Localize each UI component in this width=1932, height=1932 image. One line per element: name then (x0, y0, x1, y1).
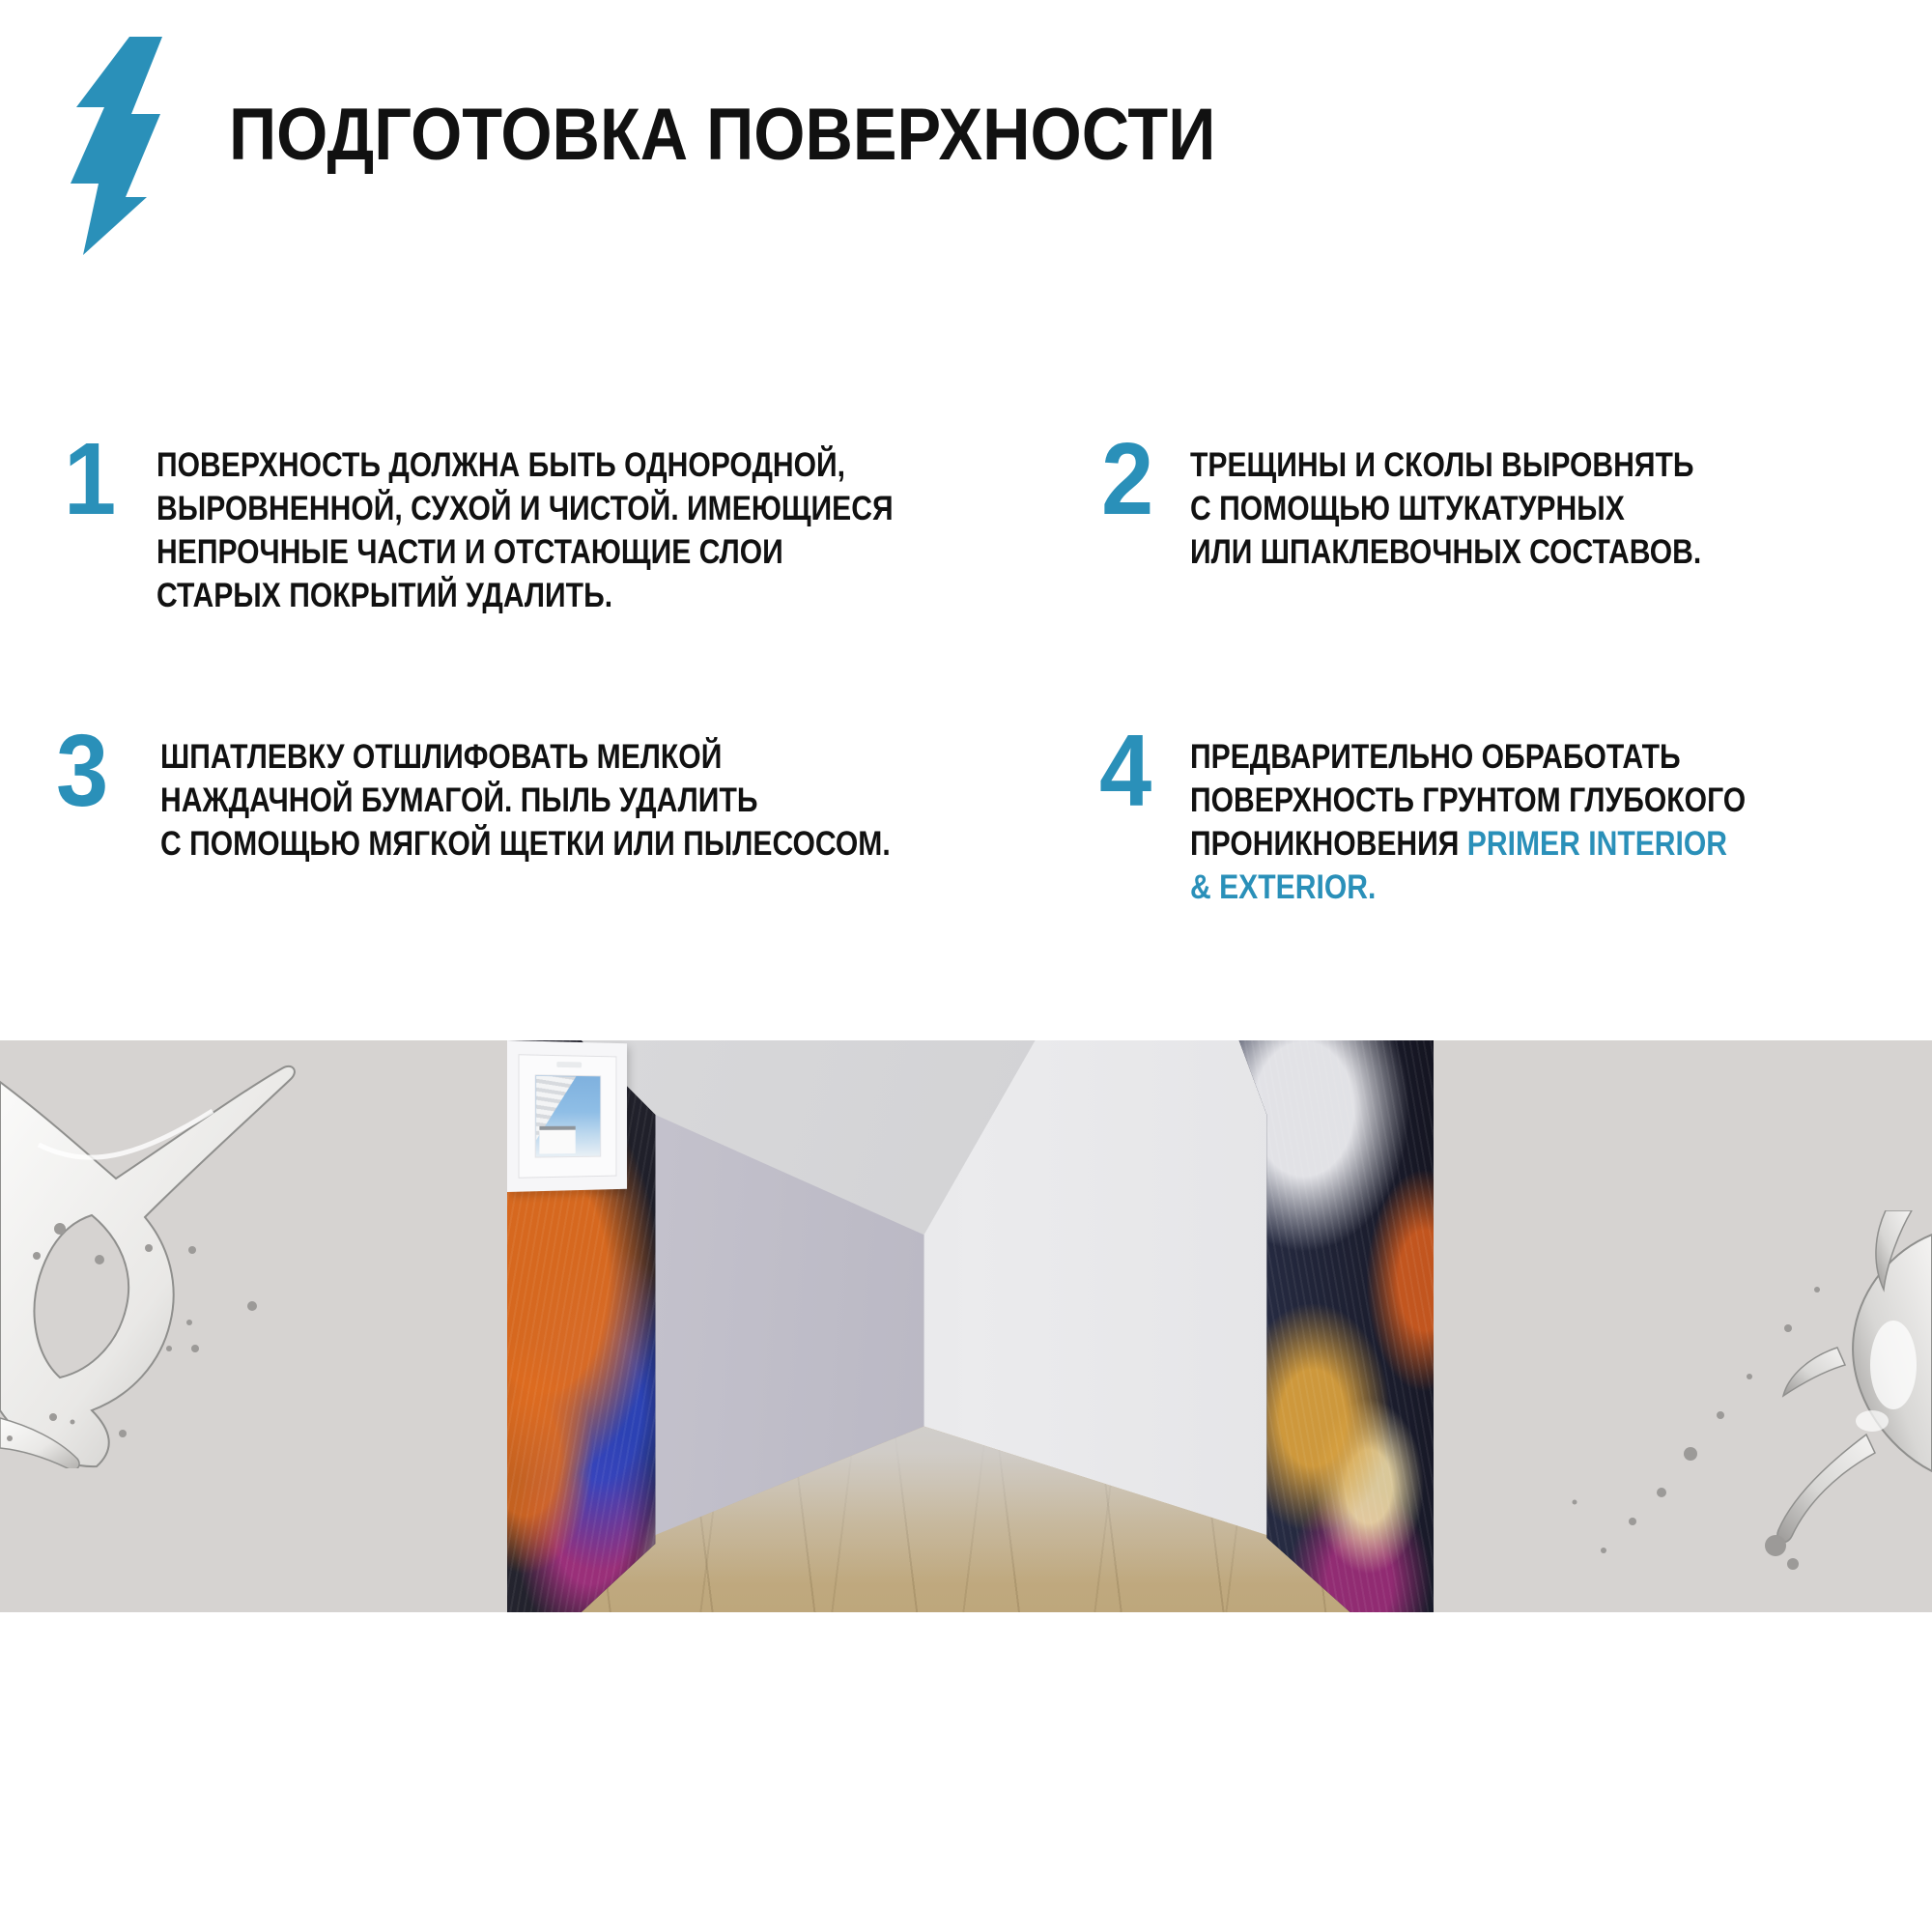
step-2-number: 2 (1101, 422, 1154, 536)
product-name-highlight: PRIMER INTERIOR (1466, 825, 1728, 863)
page-title: ПОДГОТОВКА ПОВЕРХНОСТИ (229, 94, 1216, 176)
step-1-line: ВЫРОВНЕННОЙ, СУХОЙ И ЧИСТОЙ. ИМЕЮЩИЕСЯ (156, 490, 894, 527)
window-house-view (539, 1126, 575, 1154)
step-1-line: ПОВЕРХНОСТЬ ДОЛЖНА БЫТЬ ОДНОРОДНОЙ, (156, 446, 846, 484)
step-2-text (1190, 443, 1701, 574)
step-4-line: ПОВЕРХНОСТЬ ГРУНТОМ ГЛУБОКОГО (1190, 781, 1747, 819)
step-4-text (1190, 735, 1746, 909)
room-interior-image (507, 1040, 1434, 1612)
window-handle (556, 1062, 582, 1066)
bottom-banner (0, 1040, 1932, 1612)
paint-splash-right-image (1546, 1210, 1932, 1612)
lightning-bolt-icon (56, 37, 197, 255)
step-1-line: СТАРЫХ ПОКРЫТИЙ УДАЛИТЬ. (156, 577, 613, 614)
window-glass (535, 1075, 601, 1157)
step-2-line: ТРЕЩИНЫ И СКОЛЫ ВЫРОВНЯТЬ (1190, 446, 1694, 484)
step-1-line: НЕПРОЧНЫЕ ЧАСТИ И ОТСТАЮЩИЕ СЛОИ (156, 533, 783, 571)
step-3-number: 3 (56, 714, 109, 828)
step-1-number: 1 (64, 422, 117, 536)
window (507, 1040, 627, 1192)
paint-splash-left-image (0, 1053, 328, 1468)
window-sash (519, 1054, 617, 1178)
product-name-highlight: & EXTERIOR. (1190, 868, 1377, 906)
step-2-line: ИЛИ ШПАКЛЕВОЧНЫХ СОСТАВОВ. (1190, 533, 1702, 571)
step-1-text (156, 443, 894, 617)
step-3-line: С ПОМОЩЬЮ МЯГКОЙ ЩЕТКИ ИЛИ ПЫЛЕСОСОМ. (160, 825, 891, 863)
step-2-line: С ПОМОЩЬЮ ШТУКАТУРНЫХ (1190, 490, 1625, 527)
step-3-line: НАЖДАЧНОЙ БУМАГОЙ. ПЫЛЬ УДАЛИТЬ (160, 781, 758, 819)
step-3-text (160, 735, 891, 866)
step-4-line: ПРОНИКНОВЕНИЯ (1190, 825, 1467, 863)
step-3-line: ШПАТЛЕВКУ ОТШЛИФОВАТЬ МЕЛКОЙ (160, 738, 723, 776)
step-4-number: 4 (1099, 714, 1152, 828)
step-4-line: ПРЕДВАРИТЕЛЬНО ОБРАБОТАТЬ (1190, 738, 1681, 776)
